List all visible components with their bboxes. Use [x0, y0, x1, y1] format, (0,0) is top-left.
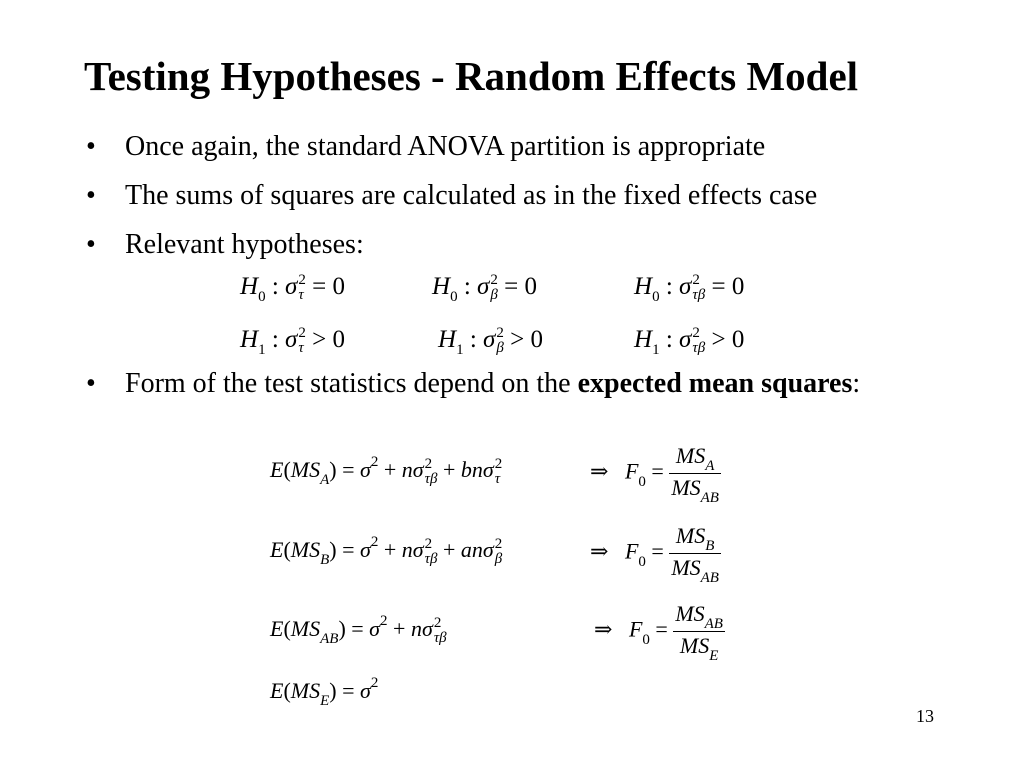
- e-symbol: E: [270, 537, 284, 562]
- bullet-text-prefix: Form of the test statistics depend on the: [125, 368, 578, 399]
- sigma-superscript: 2: [424, 455, 433, 472]
- sigma-superscript: 2: [298, 325, 306, 342]
- fraction-denominator: [673, 632, 725, 663]
- f-subscript: 0: [642, 631, 650, 648]
- sigma-symbol: σ: [285, 273, 298, 300]
- plus-sign: +: [393, 616, 406, 641]
- e-symbol: E: [270, 457, 284, 482]
- f-symbol: F: [628, 616, 643, 642]
- sigma-symbol: σ: [482, 537, 494, 562]
- h-subscript: 1: [652, 342, 660, 358]
- bullet-dot: •: [86, 368, 96, 399]
- f-fraction: [669, 522, 721, 585]
- sigma-scripts: [490, 273, 498, 303]
- sigma-subscript: τ: [298, 287, 304, 304]
- ms-symbol: MS: [290, 678, 321, 703]
- implies-arrow: ⇒: [590, 458, 609, 484]
- sigma-subscript: τβ: [692, 287, 706, 304]
- bullet-dot: •: [86, 229, 96, 260]
- rhs-value: 0: [524, 273, 537, 300]
- bullet-text: [125, 365, 925, 403]
- ems-equation-e: $E(MS_E) = \sigma^2$: [270, 675, 379, 709]
- hypothesis-alt-taubeta: [634, 325, 744, 358]
- plus-sign: +: [443, 537, 456, 562]
- bullet-text-emphasis: expected mean squares: [577, 368, 853, 399]
- sigma-subscript: β: [494, 550, 503, 567]
- h-symbol: H: [432, 273, 451, 300]
- sigma-superscript: 2: [370, 534, 379, 550]
- sigma-superscript: 2: [370, 675, 379, 691]
- f-symbol: F: [624, 458, 639, 484]
- coefficient: an: [460, 537, 483, 562]
- sigma-superscript: 2: [424, 535, 433, 552]
- ms-subscript: AB: [320, 631, 339, 647]
- f-statistic-a: ⇒ $F_0$ = $\frac{MS_A}{MS_{AB}}$: [590, 443, 719, 506]
- ms-symbol: MS: [290, 616, 321, 641]
- ms-symbol: MS: [671, 555, 701, 580]
- implies-arrow: ⇒: [590, 538, 609, 564]
- ms-symbol: MS: [675, 601, 705, 626]
- ms-subscript: B: [320, 552, 330, 568]
- h-subscript: 1: [258, 342, 266, 358]
- f-subscript: 0: [638, 553, 646, 570]
- sigma-symbol: σ: [360, 537, 371, 562]
- bullet-text: The sums of squares are calculated as in the fixed effects case: [125, 180, 818, 211]
- e-symbol: E: [270, 616, 284, 641]
- f-fraction: [669, 442, 721, 505]
- rhs-value: 0: [731, 326, 745, 353]
- sigma-subscript: τβ: [433, 629, 447, 646]
- colon: :: [463, 273, 471, 300]
- sigma-scripts: [495, 537, 503, 567]
- bullet-dot: •: [86, 131, 96, 162]
- ms-subscript: AB: [700, 490, 719, 506]
- colon: :: [469, 326, 477, 353]
- sigma-superscript: 2: [298, 272, 306, 289]
- sigma-scripts: [692, 273, 705, 303]
- sigma-symbol: σ: [482, 457, 494, 482]
- sigma-symbol: σ: [679, 273, 692, 300]
- sigma-symbol: σ: [285, 326, 298, 353]
- ms-symbol: MS: [675, 443, 706, 468]
- rhs-value: 0: [332, 273, 345, 300]
- sigma-symbol: σ: [360, 457, 371, 482]
- hypothesis-null-taubeta: [634, 272, 744, 305]
- hypothesis-null-beta: [432, 272, 537, 305]
- ms-symbol: MS: [675, 523, 706, 548]
- ms-subscript: B: [705, 538, 715, 554]
- f-statistic-ab: ⇒ $F_0$ = $\frac{MS_{AB}}{MS_E}$: [594, 601, 723, 664]
- sigma-symbol: σ: [679, 326, 692, 353]
- sigma-subscript: β: [490, 287, 498, 304]
- h-subscript: 0: [652, 289, 660, 305]
- sigma-superscript: 2: [370, 454, 379, 470]
- sigma-subscript: τβ: [424, 470, 438, 487]
- ems-equation-ab: $E(MS_{AB}) = \sigma^2 + n\sigma$ 2 τβ: [270, 613, 447, 647]
- sigma-subscript: β: [496, 340, 504, 357]
- ms-symbol: MS: [290, 457, 321, 482]
- ms-symbol: MS: [671, 475, 701, 500]
- ems-equation-b: $E(MS_B) = \sigma^2 + n\sigma$ 2 τβ + anσ 2 β: [270, 534, 503, 568]
- sigma-scripts: [298, 326, 306, 356]
- sigma-symbol: σ: [421, 616, 433, 641]
- f-symbol: F: [624, 538, 639, 564]
- sigma-symbol: σ: [412, 537, 424, 562]
- sigma-superscript: 2: [692, 325, 700, 342]
- sigma-superscript: 2: [496, 325, 504, 342]
- sigma-subscript: τβ: [424, 550, 438, 567]
- h-symbol: H: [240, 326, 259, 353]
- colon: :: [665, 326, 673, 353]
- sigma-scripts: [496, 326, 504, 356]
- sigma-symbol: σ: [477, 273, 490, 300]
- ms-symbol: MS: [679, 633, 710, 658]
- sigma-subscript: τ: [494, 470, 501, 487]
- bullet-text: Relevant hypotheses:: [125, 229, 364, 260]
- operator: >: [312, 326, 327, 353]
- sigma-superscript: 2: [380, 613, 388, 629]
- sigma-scripts: [434, 616, 447, 646]
- ms-subscript: E: [709, 648, 719, 664]
- sigma-superscript: 2: [494, 535, 503, 552]
- plus-sign: +: [443, 457, 456, 482]
- sigma-scripts: [495, 457, 503, 487]
- sigma-superscript: 2: [494, 455, 503, 472]
- coefficient: n: [410, 616, 422, 641]
- sigma-subscript: τ: [298, 340, 304, 357]
- fraction-numerator: [673, 600, 725, 632]
- e-symbol: E: [270, 678, 284, 703]
- sigma-scripts: [425, 457, 438, 487]
- fraction-numerator: [669, 442, 721, 474]
- sigma-symbol: σ: [360, 678, 371, 703]
- sigma-superscript: 2: [692, 272, 700, 289]
- slide-title: Testing Hypotheses - Random Effects Model: [84, 53, 859, 99]
- page-number: 13: [916, 706, 934, 726]
- h-symbol: H: [240, 273, 259, 300]
- operator: =: [312, 273, 327, 300]
- fraction-denominator: [669, 554, 721, 585]
- plus-sign: +: [383, 537, 397, 562]
- ms-symbol: MS: [290, 537, 321, 562]
- hypothesis-null-tau: [240, 272, 345, 305]
- operator: =: [711, 273, 726, 300]
- operator: =: [504, 273, 519, 300]
- f-subscript: 0: [638, 473, 646, 490]
- ems-equation-a: $E(MS_A) = \sigma^2 + n\sigma$ 2 τβ + bnσ 2 τ: [270, 454, 503, 488]
- h-subscript: 0: [450, 289, 458, 305]
- rhs-value: 0: [731, 273, 745, 300]
- sigma-symbol: σ: [412, 457, 424, 482]
- bullet-text-suffix: :: [852, 368, 861, 399]
- ms-subscript: A: [320, 472, 330, 488]
- h-symbol: H: [438, 326, 457, 353]
- sigma-scripts: [692, 326, 705, 356]
- sigma-scripts: [425, 537, 438, 567]
- h-subscript: 0: [258, 289, 266, 305]
- coefficient: bn: [460, 457, 483, 482]
- f-statistic-b: ⇒ $F_0$ = $\frac{MS_B}{MS_{AB}}$: [590, 523, 719, 586]
- hypothesis-alt-tau: [240, 325, 345, 358]
- sigma-subscript: τβ: [692, 340, 706, 357]
- fraction-numerator: [669, 522, 721, 554]
- h-symbol: H: [634, 326, 653, 353]
- implies-arrow: ⇒: [594, 616, 613, 642]
- coefficient: n: [401, 457, 413, 482]
- bullet-dot: •: [86, 180, 96, 211]
- fraction-denominator: [669, 474, 721, 505]
- operator: >: [510, 326, 525, 353]
- ms-subscript: AB: [700, 570, 719, 586]
- h-symbol: H: [634, 273, 653, 300]
- sigma-scripts: [298, 273, 306, 303]
- operator: >: [711, 326, 726, 353]
- h-subscript: 1: [456, 342, 464, 358]
- colon: :: [665, 273, 673, 300]
- ms-subscript: E: [320, 693, 330, 709]
- sigma-superscript: 2: [433, 614, 442, 631]
- plus-sign: +: [383, 457, 397, 482]
- rhs-value: 0: [332, 326, 345, 353]
- colon: :: [271, 273, 279, 300]
- sigma-symbol: σ: [483, 326, 496, 353]
- sigma-superscript: 2: [490, 272, 498, 289]
- f-fraction: [673, 600, 725, 663]
- sigma-symbol: σ: [369, 616, 381, 641]
- coefficient: n: [401, 537, 413, 562]
- colon: :: [271, 326, 279, 353]
- ms-subscript: AB: [704, 616, 723, 632]
- ms-subscript: A: [705, 458, 715, 474]
- hypothesis-alt-beta: [438, 325, 543, 358]
- bullet-text: Once again, the standard ANOVA partition is appropriate: [125, 131, 766, 162]
- rhs-value: 0: [530, 326, 543, 353]
